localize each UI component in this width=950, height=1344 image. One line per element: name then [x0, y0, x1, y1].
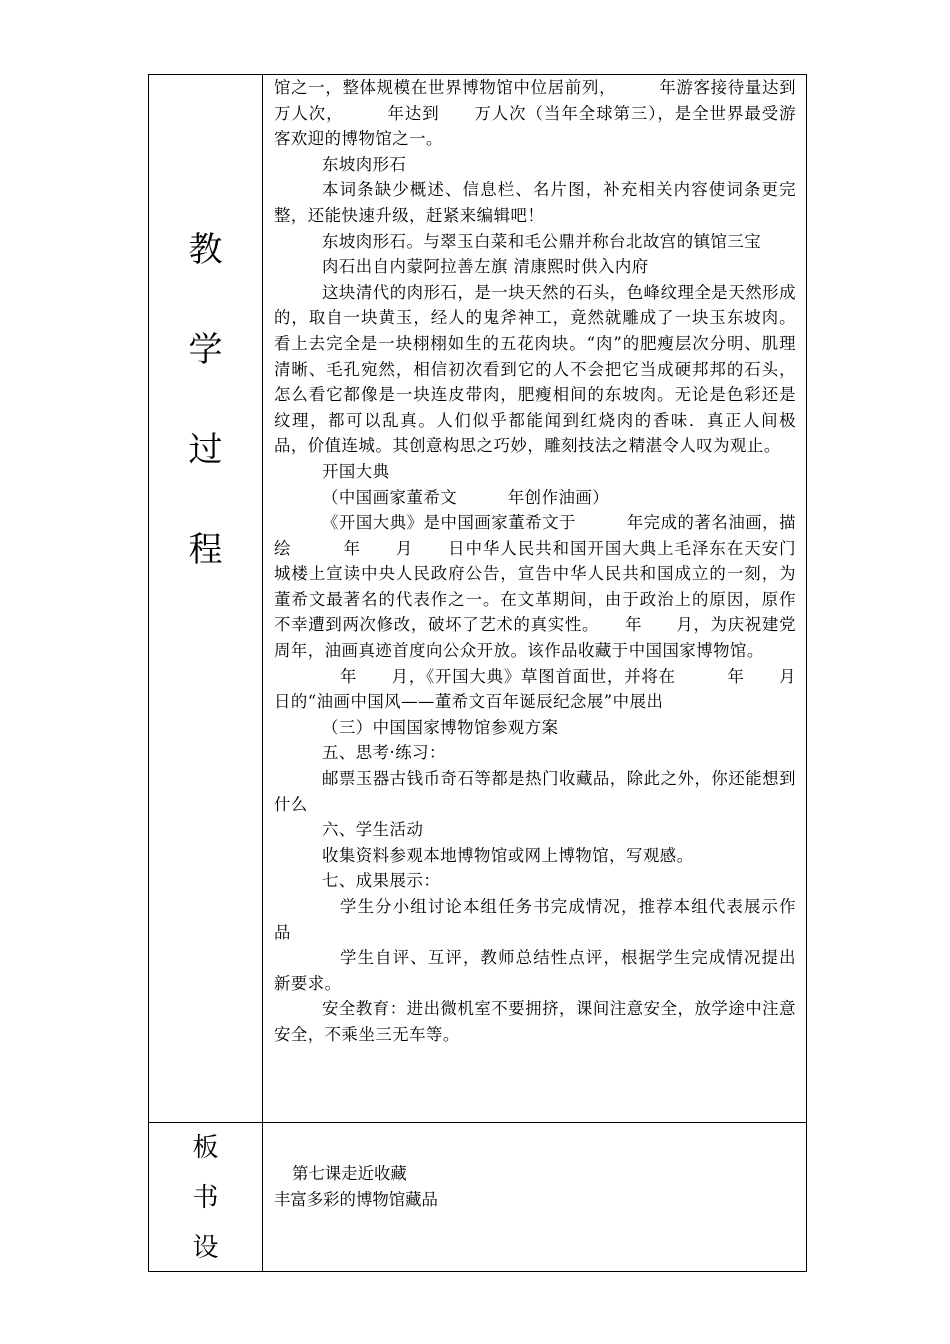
label-char: 过 [188, 430, 223, 470]
paragraph: 《开国大典》是中国画家董希文于 年完成的著名油画，描绘 年 月 日中华人民共和国开国大典上毛泽东在天安门城楼上宣读中央人民政府公告，宣告中华人民共和国成立的一刻，为董希文最著名的代表作之一。在文革期间，由于政治上的原因，原作不幸遭到两次修改，破坏了艺术的真实性。 年 月，为庆祝建党 周年，油画真迹首度向公众开放。该作品收藏于中国国家博物馆。 [274, 513, 830, 661]
section-heading: （三）中国国家博物馆参观方案 [322, 717, 559, 737]
board-line: 第七课走近收藏 [292, 1164, 407, 1183]
label-char: 程 [188, 530, 223, 570]
paragraph: 馆之一，整体规模在世界博物馆中位居前列， 年游客接待量达到 万人次， 年达到 万人次（当年全球第三），是全世界最受游客欢迎的博物馆之一。 [274, 78, 830, 149]
section-heading: 六、学生活动 [322, 820, 424, 840]
paragraph: 本词条缺少概述、信息栏、名片图，补充相关内容使词条更完整，还能快速升级，赶紧来编辑吧！ [274, 180, 796, 225]
teaching-process-label [149, 200, 262, 600]
section-heading: 东坡肉形石 [322, 154, 407, 174]
paragraph: 学生自评、互评，教师总结性点评，根据学生完成情况提出新要求。 [274, 948, 796, 993]
board-line: 丰富多彩的博物馆藏品 [274, 1189, 438, 1209]
teaching-process-row [149, 75, 830, 1123]
section-heading: 开国大典 [322, 461, 390, 481]
paragraph: 这块清代的肉形石，是一块天然的石头，色峰纹理全是天然形成的，取自一块黄玉，经人的鬼斧神工，竟然就雕成了一块玉东坡肉。看上去完全是一块栩栩如生的五花肉块。“肉”的肥瘦层次分明、肌理清晰、毛孔宛然，相信初次看到它的人不会把它当成硬邦邦的石头，怎么看它都像是一块连皮带肉，肥瘦相间的东坡肉。无论是色彩还是纹理，都可以乱真。人们似乎都能闻到红烧肉的香味．真正人间极品，价值连城。其创意构思之巧妙，雕刻技法之精湛令人叹为观止。 [274, 282, 796, 456]
paragraph: 邮票玉器古钱币奇石等都是热门收藏品，除此之外，你还能想到什么 [274, 769, 796, 814]
paragraph: （中国画家董希文 年创作油画） [322, 487, 610, 507]
board-design-content [274, 1161, 438, 1212]
paragraph: 年 月，《开国大典》草图首面世，并将在 年 月 日的“油画中国风——董希文百年诞辰纪念展”中展出 [274, 666, 830, 712]
label-char: 教 [188, 230, 223, 270]
teaching-process-content [274, 75, 830, 1048]
section-heading: 五、思考·练习： [322, 743, 446, 763]
paragraph: 东坡肉形石。与翠玉白菜和毛公鼎并称台北故宫的镇馆三宝 [322, 231, 762, 251]
paragraph: 学生分小组讨论本组任务书完成情况，推荐本组代表展示作品 [274, 897, 796, 942]
label-char: 板 [192, 1133, 219, 1163]
board-design-row [149, 1123, 806, 1271]
board-design-label [149, 1123, 262, 1273]
label-char: 设 [192, 1233, 219, 1263]
paragraph: 肉石出自内蒙阿拉善左旗 清康熙时供入内府 [322, 257, 649, 277]
lesson-plan-table [148, 74, 830, 1272]
paragraph: 安全教育：进出微机室不要拥挤，课间注意安全，放学途中注意安全，不乘坐三无车等。 [274, 999, 796, 1044]
label-char: 书 [192, 1183, 219, 1213]
column-divider [262, 1123, 263, 1271]
paragraph: 收集资料参观本地博物馆或网上博物馆，写观感。 [322, 845, 694, 865]
column-divider [262, 75, 263, 1122]
section-heading: 七、成果展示： [322, 871, 441, 891]
label-char: 学 [188, 330, 223, 370]
